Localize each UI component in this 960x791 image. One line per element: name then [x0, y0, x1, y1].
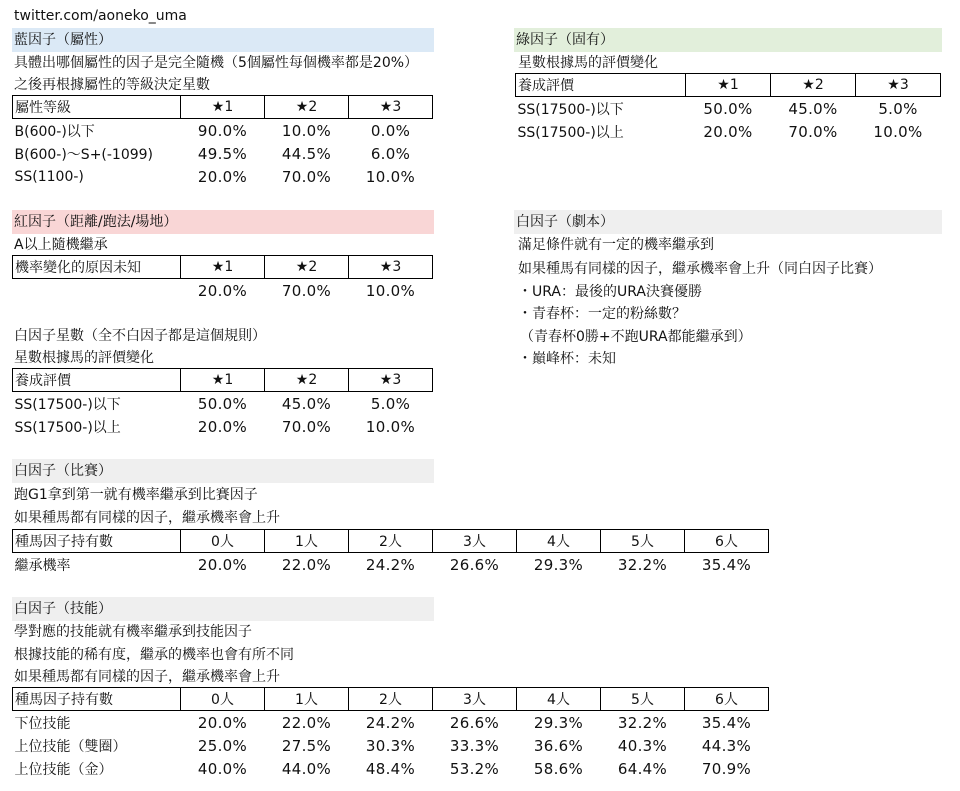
row-label: B(600-)～S+(-1099) — [14, 146, 154, 163]
red-factor-title: 紅因子（距離/跑法/場地） — [12, 210, 434, 234]
header-cell: 5人 — [601, 530, 685, 553]
header-cell: ★1 — [686, 74, 771, 97]
header-cell: 4人 — [517, 688, 601, 711]
header-cell: ★1 — [181, 96, 265, 119]
value-cell: 20.0% — [197, 167, 248, 186]
value-cell: 6.0% — [370, 144, 411, 163]
header-cell: 4人 — [517, 530, 601, 553]
row-label: 繼承機率 — [14, 557, 71, 574]
value-cell: 35.4% — [701, 555, 752, 574]
header-cell: ★2 — [771, 74, 856, 97]
value-cell: 10.0% — [365, 417, 416, 436]
value-cell: 50.0% — [703, 99, 753, 118]
table-row — [13, 734, 769, 757]
white-race-desc-2: 如果種馬都有同樣的因子，繼承機率會上升 — [14, 510, 280, 526]
green-factor-desc: 星數根據馬的評價變化 — [518, 55, 658, 71]
white-skill-desc-1: 學對應的技能就有機率繼承到技能因子 — [14, 624, 252, 640]
header-cell: 6人 — [685, 688, 769, 711]
header-cell: 0人 — [181, 530, 265, 553]
blue-factor-table — [12, 95, 433, 188]
value-cell: 20.0% — [197, 713, 248, 732]
red-factor-desc: A以上隨機繼承 — [14, 237, 108, 253]
value-cell: 58.6% — [533, 759, 584, 778]
table-row — [13, 392, 433, 416]
value-cell: 44.5% — [281, 144, 332, 163]
header-cell: ★3 — [856, 74, 941, 97]
header-cell: 1人 — [265, 688, 349, 711]
header-cell: 種馬因子持有數 — [13, 530, 181, 553]
row-label: B(600-)以下 — [14, 123, 95, 140]
value-cell: 36.6% — [533, 736, 584, 755]
header-cell: ★1 — [181, 369, 265, 392]
row-label: SS(1100-) — [14, 168, 84, 185]
value-cell: 44.3% — [701, 736, 752, 755]
value-cell: 26.6% — [449, 713, 500, 732]
row-label: 上位技能（雙圈） — [14, 738, 127, 755]
value-cell: 24.2% — [365, 555, 416, 574]
header-cell: 5人 — [601, 688, 685, 711]
header-cell: 0人 — [181, 688, 265, 711]
row-label: 上位技能（金） — [14, 761, 113, 778]
white-scenario-line: （青春杯0勝+不跑URA都能繼承到） — [520, 329, 752, 345]
value-cell: 24.2% — [365, 713, 416, 732]
header-cell: 3人 — [433, 530, 517, 553]
row-label: SS(17500-)以上 — [14, 419, 121, 436]
value-cell: 29.3% — [533, 713, 584, 732]
value-cell: 50.0% — [197, 394, 248, 413]
header-cell: ★3 — [349, 96, 433, 119]
value-cell: 49.5% — [197, 144, 248, 163]
table-row — [13, 142, 433, 165]
value-cell: 5.0% — [878, 99, 918, 118]
header-cell: 2人 — [349, 530, 433, 553]
header-cell: ★2 — [265, 369, 349, 392]
header-cell: ★3 — [349, 369, 433, 392]
header-cell: 2人 — [349, 688, 433, 711]
white-scenario-line: 滿足條件就有一定的機率繼承到 — [518, 237, 714, 253]
white-race-desc-1: 跑G1拿到第一就有機率繼承到比賽因子 — [14, 487, 258, 503]
row-label: SS(17500-)以下 — [14, 396, 121, 413]
white-race-table — [12, 529, 769, 576]
value-cell: 26.6% — [449, 555, 500, 574]
table-header-row — [13, 369, 433, 392]
value-cell: 10.0% — [281, 121, 332, 140]
red-factor-table — [12, 255, 433, 302]
value-cell: 10.0% — [365, 281, 416, 300]
value-cell: 0.0% — [370, 121, 411, 140]
value-cell: 33.3% — [449, 736, 500, 755]
blue-factor-title: 藍因子（屬性） — [12, 28, 434, 52]
table-row — [13, 553, 769, 577]
table-row — [13, 279, 433, 303]
value-cell: 20.0% — [197, 417, 248, 436]
value-cell: 45.0% — [281, 394, 332, 413]
value-cell: 25.0% — [197, 736, 248, 755]
blue-factor-desc-2: 之後再根據屬性的等級決定星數 — [14, 77, 210, 93]
value-cell: 48.4% — [365, 759, 416, 778]
value-cell: 45.0% — [788, 99, 838, 118]
table-header-row — [13, 688, 769, 711]
value-cell: 22.0% — [281, 555, 332, 574]
white-skill-title: 白因子（技能） — [12, 597, 434, 621]
white-scenario-title: 白因子（劇本） — [514, 210, 942, 234]
row-label: SS(17500-)以上 — [517, 124, 624, 141]
source-handle: twitter.com/aoneko_uma — [14, 8, 187, 24]
white-scenario-line: ・青春杯：一定的粉絲數？ — [518, 306, 686, 322]
header-cell: 1人 — [265, 530, 349, 553]
value-cell: 70.9% — [701, 759, 752, 778]
blue-factor-desc-1: 具體出哪個屬性的因子是完全隨機（5個屬性每個機率都是20%） — [14, 55, 419, 71]
white-scenario-line: ・巔峰杯：未知 — [518, 351, 616, 367]
table-header-row — [13, 530, 769, 553]
header-cell: 屬性等級 — [13, 96, 181, 119]
header-cell: 種馬因子持有數 — [13, 688, 181, 711]
value-cell: 20.0% — [197, 281, 248, 300]
white-stars-desc: 星數根據馬的評價變化 — [14, 350, 154, 366]
value-cell: 29.3% — [533, 555, 584, 574]
table-row — [13, 415, 433, 438]
value-cell: 70.0% — [788, 122, 838, 141]
header-cell: ★3 — [349, 256, 433, 279]
row-label — [13, 279, 181, 303]
white-skill-table — [12, 687, 769, 780]
table-header-row — [13, 96, 433, 119]
value-cell: 27.5% — [281, 736, 332, 755]
white-race-title: 白因子（比賽） — [12, 459, 434, 483]
header-cell: 養成評價 — [516, 74, 686, 97]
table-header-row — [516, 74, 941, 97]
table-row — [13, 711, 769, 735]
header-cell: ★2 — [265, 96, 349, 119]
value-cell: 10.0% — [365, 167, 416, 186]
value-cell: 32.2% — [617, 555, 668, 574]
table-row — [13, 757, 769, 780]
value-cell: 90.0% — [197, 121, 248, 140]
green-factor-title: 綠因子（固有） — [514, 28, 942, 52]
value-cell: 44.0% — [281, 759, 332, 778]
header-cell: 養成評價 — [13, 369, 181, 392]
header-cell: 3人 — [433, 688, 517, 711]
white-stars-title: 白因子星數（全不白因子都是這個規則） — [14, 328, 266, 344]
value-cell: 70.0% — [281, 167, 332, 186]
table-row — [516, 120, 941, 143]
value-cell: 20.0% — [703, 122, 753, 141]
table-header-row — [13, 256, 433, 279]
table-row — [13, 119, 433, 143]
header-cell: ★2 — [265, 256, 349, 279]
value-cell: 40.3% — [617, 736, 668, 755]
value-cell: 22.0% — [281, 713, 332, 732]
value-cell: 10.0% — [873, 122, 923, 141]
value-cell: 35.4% — [701, 713, 752, 732]
row-label: SS(17500-)以下 — [517, 101, 624, 118]
value-cell: 70.0% — [281, 281, 332, 300]
value-cell: 30.3% — [365, 736, 416, 755]
value-cell: 5.0% — [370, 394, 411, 413]
row-label: 下位技能 — [14, 715, 71, 732]
value-cell: 20.0% — [197, 555, 248, 574]
value-cell: 64.4% — [617, 759, 668, 778]
table-row — [13, 165, 433, 188]
value-cell: 70.0% — [281, 417, 332, 436]
table-row — [516, 97, 941, 121]
white-scenario-line: ・URA：最後的URA決賽優勝 — [518, 284, 702, 300]
value-cell: 53.2% — [449, 759, 500, 778]
header-cell: 6人 — [685, 530, 769, 553]
value-cell: 40.0% — [197, 759, 248, 778]
white-stars-table — [12, 368, 433, 438]
green-factor-table — [515, 73, 941, 143]
white-skill-desc-3: 如果種馬都有同樣的因子，繼承機率會上升 — [14, 669, 280, 685]
white-scenario-line: 如果種馬有同樣的因子，繼承機率會上升（同白因子比賽） — [518, 261, 882, 277]
header-cell: 機率變化的原因未知 — [13, 256, 181, 279]
value-cell: 32.2% — [617, 713, 668, 732]
header-cell: ★1 — [181, 256, 265, 279]
white-skill-desc-2: 根據技能的稀有度，繼承的機率也會有所不同 — [14, 647, 294, 663]
